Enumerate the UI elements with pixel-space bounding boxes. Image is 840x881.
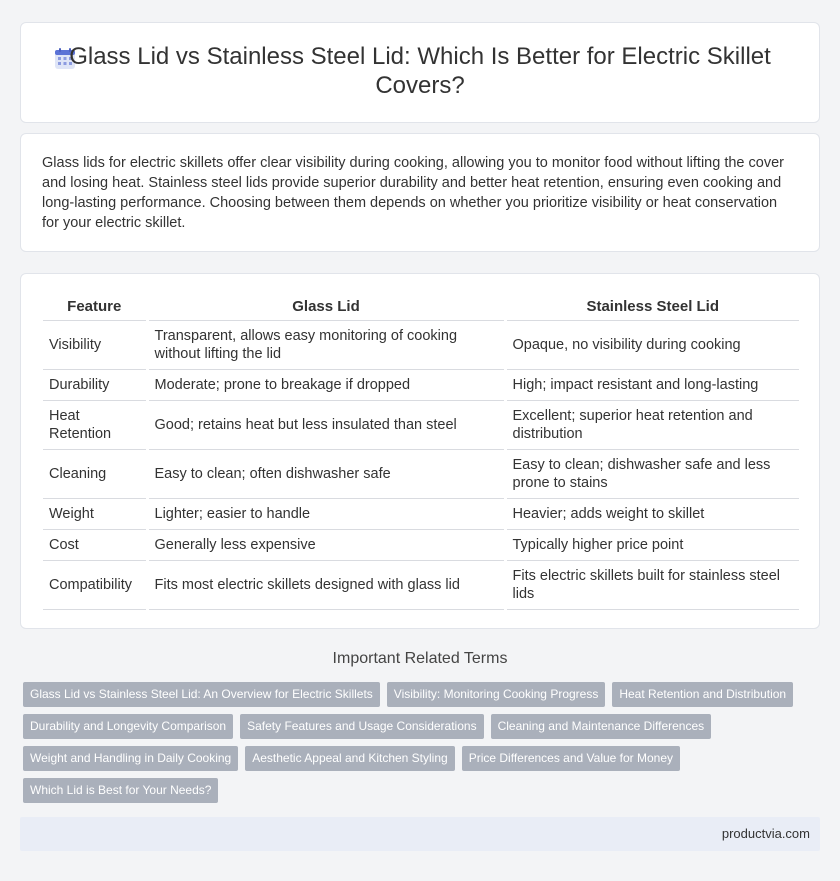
related-term-tag[interactable]: Weight and Handling in Daily Cooking: [23, 746, 238, 771]
comparison-card: [20, 273, 820, 629]
glass-lid-cell: Moderate; prone to breakage if dropped: [147, 369, 505, 400]
header-feature: Feature: [43, 293, 147, 320]
header-glass-lid: Glass Lid: [147, 293, 505, 320]
related-term-tag[interactable]: Cleaning and Maintenance Differences: [491, 714, 712, 739]
header-stainless-steel-lid: Stainless Steel Lid: [505, 293, 799, 320]
table-row: [43, 529, 799, 560]
table-row: [43, 560, 799, 609]
related-term-tag[interactable]: Visibility: Monitoring Cooking Progress: [387, 682, 606, 707]
stainless-lid-cell: Fits electric skillets built for stainless steel lids: [505, 560, 799, 609]
table-header-row: [43, 293, 799, 320]
table-row: [43, 400, 799, 449]
comparison-table: [43, 293, 799, 610]
table-row: [43, 369, 799, 400]
related-terms-heading: Important Related Terms: [332, 650, 508, 667]
page-title: Glass Lid vs Stainless Steel Lid: Which Is Better for Electric Skillet Covers?: [69, 43, 771, 99]
feature-cell: Heat Retention: [43, 400, 147, 449]
stainless-lid-cell: Heavier; adds weight to skillet: [505, 498, 799, 529]
related-term-tag[interactable]: Aesthetic Appeal and Kitchen Styling: [245, 746, 454, 771]
glass-lid-cell: Generally less expensive: [147, 529, 505, 560]
footer: [20, 817, 820, 851]
feature-cell: Weight: [43, 498, 147, 529]
glass-lid-cell: Easy to clean; often dishwasher safe: [147, 449, 505, 498]
related-terms-list: [23, 682, 823, 810]
feature-cell: Visibility: [43, 320, 147, 369]
glass-lid-cell: Transparent, allows easy monitoring of cooking without lifting the lid: [147, 320, 505, 369]
footer-site-link[interactable]: productvia.com: [721, 826, 810, 841]
related-term-tag[interactable]: Durability and Longevity Comparison: [23, 714, 233, 739]
related-term-tag[interactable]: Safety Features and Usage Considerations: [240, 714, 483, 739]
table-row: [43, 449, 799, 498]
stainless-lid-cell: Opaque, no visibility during cooking: [505, 320, 799, 369]
title-card: [20, 22, 820, 123]
feature-cell: Cost: [43, 529, 147, 560]
intro-paragraph: Glass lids for electric skillets offer clear visibility during cooking, allowing you to monitor food without lifting the cover and losing heat. Stainless steel lids provide superior durability and better heat retention, ensuring even cooking and long-lasting performance. Choosing between them depends on whether you prioritize visibility or heat conservation for your electric skillet.: [42, 155, 784, 231]
intro-card: [20, 133, 820, 252]
related-term-tag[interactable]: Price Differences and Value for Money: [462, 746, 680, 771]
stainless-lid-cell: Typically higher price point: [505, 529, 799, 560]
stainless-lid-cell: High; impact resistant and long-lasting: [505, 369, 799, 400]
feature-cell: Durability: [43, 369, 147, 400]
glass-lid-cell: Lighter; easier to handle: [147, 498, 505, 529]
glass-lid-cell: Good; retains heat but less insulated than steel: [147, 400, 505, 449]
stainless-lid-cell: Excellent; superior heat retention and distribution: [505, 400, 799, 449]
related-term-tag[interactable]: Glass Lid vs Stainless Steel Lid: An Overview for Electric Skillets: [23, 682, 380, 707]
related-term-tag[interactable]: Heat Retention and Distribution: [612, 682, 793, 707]
glass-lid-cell: Fits most electric skillets designed with glass lid: [147, 560, 505, 609]
table-row: [43, 320, 799, 369]
stainless-lid-cell: Easy to clean; dishwasher safe and less prone to stains: [505, 449, 799, 498]
related-term-tag[interactable]: Which Lid is Best for Your Needs?: [23, 778, 218, 803]
feature-cell: Cleaning: [43, 449, 147, 498]
table-row: [43, 498, 799, 529]
feature-cell: Compatibility: [43, 560, 147, 609]
